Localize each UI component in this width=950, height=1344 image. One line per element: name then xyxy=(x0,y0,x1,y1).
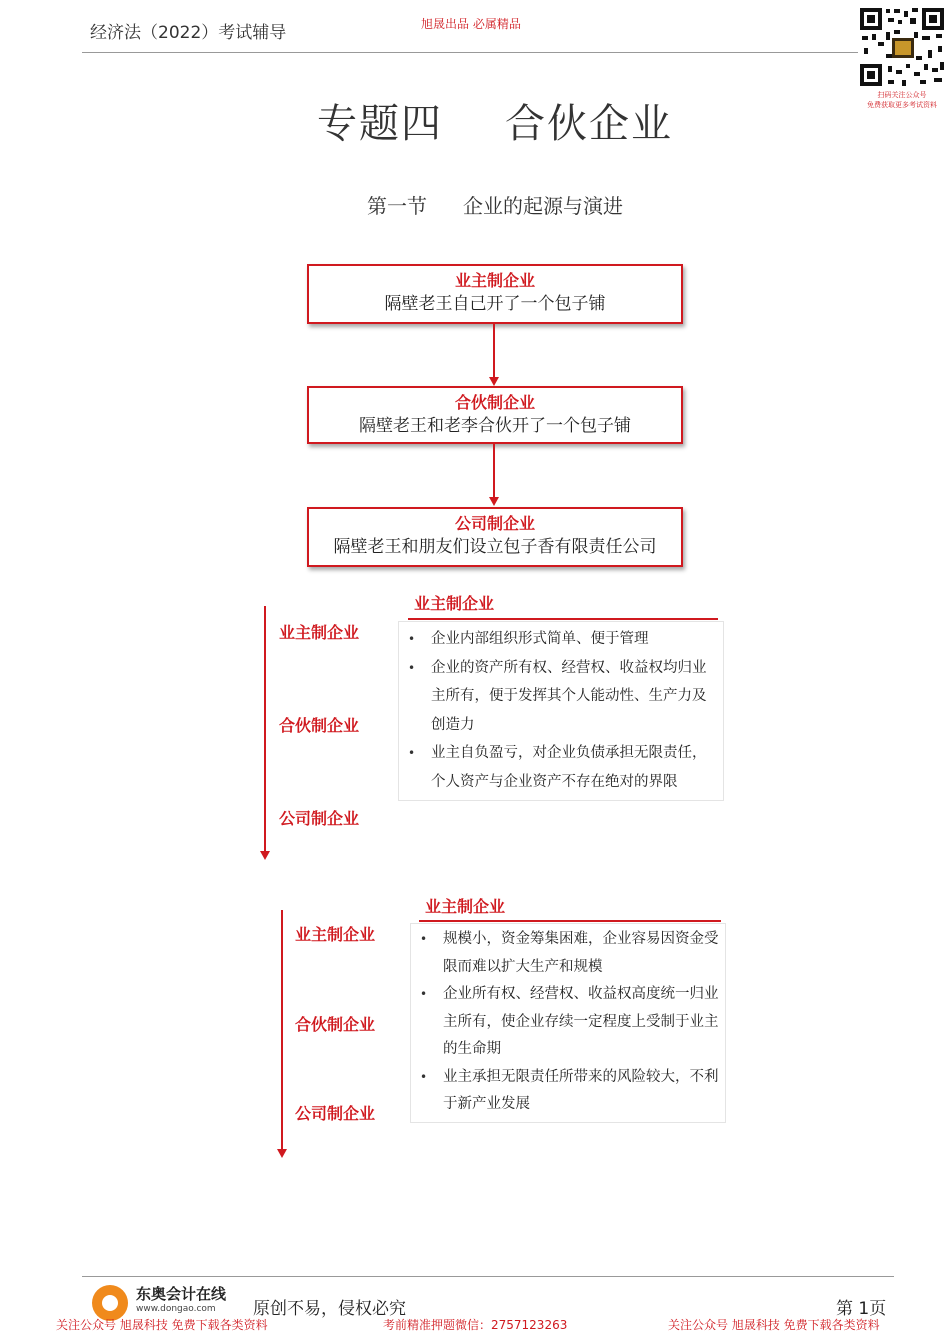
logo-name: 东奥会计在线 xyxy=(136,1285,227,1303)
flow-box-desc: 隔壁老王和朋友们设立包子香有限责任公司 xyxy=(333,537,657,557)
timeline-line xyxy=(281,910,283,1150)
logo-url: www.dongao.com xyxy=(136,1304,216,1314)
header-divider xyxy=(82,52,862,53)
arrow-down-icon xyxy=(260,851,270,860)
stage-label: 合伙制企业 xyxy=(295,1015,376,1034)
panel-rule xyxy=(408,618,718,620)
flow-box-sole-proprietorship xyxy=(307,264,683,324)
chapter-prefix: 专题四 xyxy=(317,101,443,147)
panel-title: 业主制企业 xyxy=(414,594,495,613)
flow-box-desc: 隔壁老王和老李合伙开了一个包子铺 xyxy=(359,416,631,436)
stage-label: 公司制企业 xyxy=(295,1104,376,1123)
arrow-down-icon xyxy=(489,377,499,386)
panel-rule xyxy=(419,920,721,922)
footer-promo-left: 关注公众号 旭晟科技 免费下载各类资料 xyxy=(56,1318,268,1332)
flow-box-title: 合伙制企业 xyxy=(454,393,535,412)
header-brand-tagline: 旭晟出品 必属精品 xyxy=(421,17,521,31)
chapter-title xyxy=(0,92,950,149)
arrow-down-icon xyxy=(277,1149,287,1158)
flow-box-desc: 隔壁老王自己开了一个包子铺 xyxy=(384,294,606,314)
panel-title: 业主制企业 xyxy=(425,897,506,916)
flow-box-partnership xyxy=(307,386,683,444)
list-item: • 业主自负盈亏，对企业负债承担无限责任，个人资产与企业资产不存在绝对的界限 xyxy=(407,739,719,796)
feature-list xyxy=(407,625,719,796)
list-item: • 企业的资产所有权、经营权、收益权均归业主所有，便于发挥其个人能动性、生产力及创造力 xyxy=(407,654,719,740)
feature-list xyxy=(419,926,721,1119)
document-header-title: 经济法（2022）考试辅导 xyxy=(90,23,287,43)
timeline-line xyxy=(264,606,266,852)
flow-box-corporation xyxy=(307,507,683,567)
footer-divider xyxy=(82,1276,894,1277)
flow-connector xyxy=(493,322,495,378)
footer-slogan: 原创不易，侵权必究 xyxy=(253,1299,406,1319)
qr-caption: 扫码关注公众号 免费获取更多考试资料 xyxy=(867,91,937,109)
arrow-down-icon xyxy=(489,497,499,506)
section-name: 企业的起源与演进 xyxy=(463,194,623,218)
page-number: 第 1页 xyxy=(836,1299,887,1319)
flow-connector xyxy=(493,442,495,498)
section-title xyxy=(0,190,950,219)
list-item: • 企业所有权、经营权、收益权高度统一归业主所有，使企业存续一定程度上受制于业主的生命期 xyxy=(419,981,721,1064)
list-item: • 规模小，资金筹集困难，企业容易因资金受限而难以扩大生产和规模 xyxy=(419,926,721,981)
list-item: • 企业内部组织形式简单、便于管理 xyxy=(407,625,719,654)
chapter-name: 合伙企业 xyxy=(505,101,673,147)
qr-code-icon xyxy=(858,6,946,88)
section-prefix: 第一节 xyxy=(367,194,427,218)
logo-inner xyxy=(102,1295,118,1311)
footer-promo-mid: 考前精准押题微信：2757123263 xyxy=(383,1318,568,1332)
stage-label: 合伙制企业 xyxy=(279,716,360,735)
footer-promo-right: 关注公众号 旭晟科技 免费下载各类资料 xyxy=(668,1318,880,1332)
list-item: • 业主承担无限责任所带来的风险较大，不利于新产业发展 xyxy=(419,1064,721,1119)
stage-label: 公司制企业 xyxy=(279,809,360,828)
flow-box-title: 业主制企业 xyxy=(454,271,535,290)
stage-label: 业主制企业 xyxy=(279,623,360,642)
stage-label: 业主制企业 xyxy=(295,925,376,944)
flow-box-title: 公司制企业 xyxy=(454,514,535,533)
